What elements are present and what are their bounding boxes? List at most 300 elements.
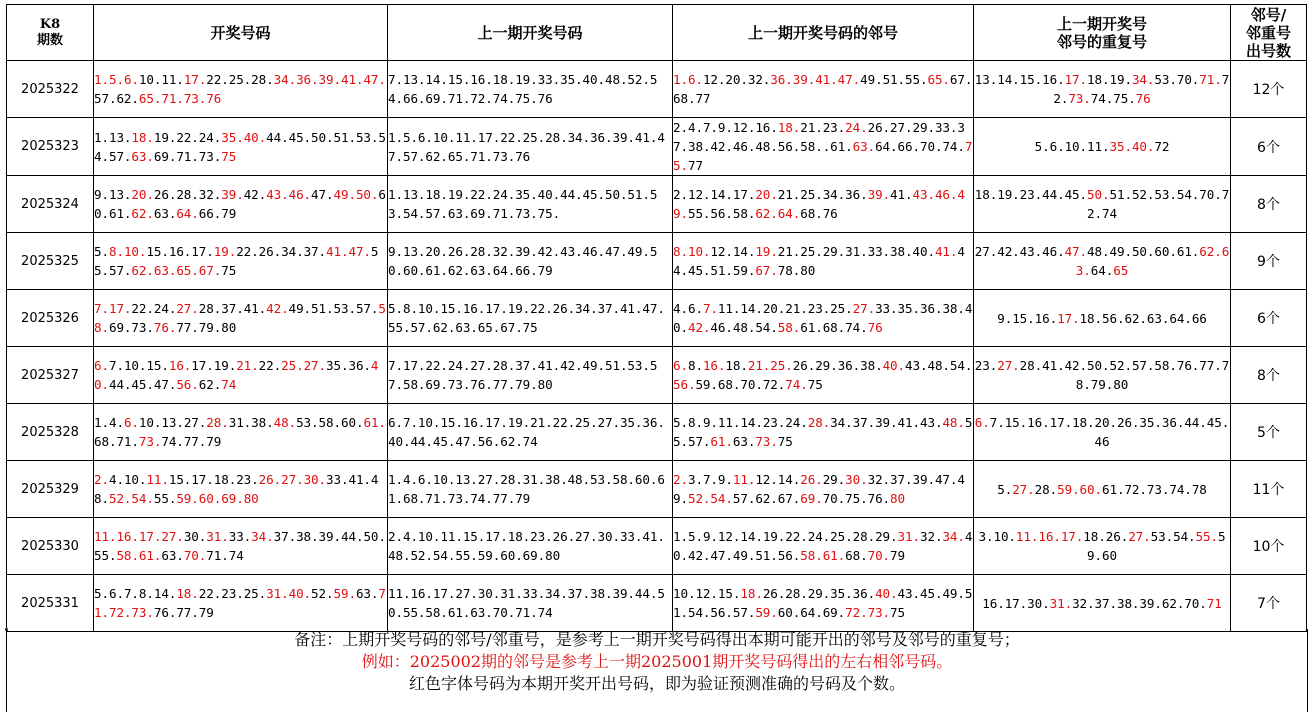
number: 4.: [687, 120, 703, 135]
hit-number: 27.: [303, 358, 327, 373]
hit-number: 59.: [1057, 481, 1080, 497]
table-row: [7, 61, 1307, 118]
previous-numbers: 6.7.10.15.16.17.19.21.22.25.27.35.36.40.44.45.47.56.62.74: [388, 404, 673, 461]
number: 45.: [1206, 415, 1230, 430]
number: 8.: [687, 415, 703, 430]
number: 22.: [198, 586, 222, 601]
repeat-numbers: [974, 118, 1231, 176]
hit-number: 47.: [837, 72, 861, 87]
number: 72.: [1053, 72, 1230, 106]
hit-number: 16.: [1038, 529, 1061, 544]
number: 11.: [717, 301, 741, 316]
hit-number: 59.: [755, 605, 778, 620]
number: 11.: [161, 72, 184, 87]
number: 23.: [236, 472, 259, 487]
number: 19.: [762, 529, 786, 544]
number: 5.: [673, 415, 688, 430]
number: 6.: [108, 586, 124, 601]
hit-number: 49.: [333, 187, 356, 202]
number: 18.: [1083, 529, 1106, 544]
hit-number: 58.: [777, 320, 801, 335]
number: 3.: [978, 529, 994, 544]
number: 69.: [822, 605, 846, 620]
number: 36.: [919, 301, 943, 316]
number: 68.: [673, 91, 696, 106]
number: 71.: [206, 548, 229, 563]
number: 71.: [176, 148, 199, 164]
hit-number: 72.: [845, 605, 868, 620]
number: 16.: [168, 244, 192, 259]
issue-number: 2025329: [7, 461, 94, 518]
number: 57.: [355, 301, 379, 316]
number: 64.: [875, 139, 898, 154]
number: 1.: [94, 415, 109, 430]
hit-number: 7.: [702, 301, 718, 316]
number: 46.: [732, 139, 756, 154]
number: 37.: [1094, 595, 1117, 611]
number: 10.: [123, 472, 147, 487]
number: 28.: [198, 301, 222, 316]
hit-number: 61.: [822, 548, 846, 563]
number: 49.: [288, 301, 312, 316]
number: 56.: [1102, 310, 1125, 326]
number: 75.: [845, 491, 868, 506]
hit-number: 6.: [974, 415, 990, 430]
number: 80: [1113, 377, 1129, 392]
number: 77.: [1199, 358, 1222, 373]
hit-number: 76: [1135, 91, 1151, 106]
number: 57.: [108, 148, 132, 164]
number: 74.: [161, 434, 184, 449]
number: 23.: [1019, 187, 1043, 202]
neighbor-numbers: [673, 404, 974, 461]
number: 77.: [183, 434, 207, 449]
hit-count: 8个: [1231, 176, 1307, 233]
number: 21.: [785, 301, 808, 316]
number: 45.: [919, 586, 943, 601]
hit-number: 41.: [340, 72, 364, 87]
number: 19.: [997, 187, 1020, 202]
number: 17.: [191, 244, 214, 259]
number: 32.: [1072, 595, 1095, 611]
hit-number: 1.: [94, 72, 109, 87]
hit-number: 28.: [206, 415, 229, 430]
hit-number: 52.: [687, 491, 711, 506]
number: 14.: [740, 301, 763, 316]
number: 37.: [303, 244, 327, 259]
number: 23.: [822, 120, 846, 135]
number: 57.: [94, 91, 117, 106]
hit-count: 6个: [1231, 290, 1307, 347]
note-line-2: 例如：2025002期的邻号是参考上一期2025001期开奖号码得出的左右相邻号码。: [361, 652, 953, 671]
hit-number: 6.: [687, 72, 703, 87]
number: 78.: [777, 263, 801, 278]
neighbor-numbers: [673, 518, 974, 575]
number: 59.: [1087, 529, 1226, 563]
number: 68.: [717, 377, 741, 392]
number: 54.: [94, 129, 386, 164]
number: 48.: [1087, 244, 1110, 259]
number: 70.: [740, 377, 763, 392]
number: 10.: [1064, 139, 1088, 154]
number: 48.: [732, 320, 756, 335]
number: 55.: [94, 244, 379, 278]
notes-section: [6, 629, 1308, 712]
table-row: [7, 176, 1307, 233]
number: 60: [1102, 548, 1117, 563]
previous-numbers: 7.13.14.15.16.18.19.33.35.40.48.52.54.66.69.71.72.74.75.76: [388, 61, 673, 118]
header-neighbors: 上一期开奖号码的邻号: [673, 5, 974, 61]
hit-number: 73.: [1068, 91, 1091, 106]
number: 36.: [1161, 415, 1185, 430]
number: 35.: [1139, 415, 1162, 430]
number: 26.: [153, 187, 177, 202]
hit-number: 31.: [206, 529, 229, 544]
hit-number: 62.: [755, 206, 778, 221]
number: 42.: [1064, 358, 1088, 373]
number: 43.: [905, 358, 928, 373]
number: 75.: [1113, 91, 1136, 106]
number: 26.: [762, 586, 786, 601]
hit-number: 74.: [785, 377, 808, 392]
number: 59.: [732, 263, 756, 278]
number: 76: [822, 206, 838, 221]
number: 23.: [762, 415, 786, 430]
hit-number: 8.: [108, 244, 124, 259]
hit-number: 73.: [131, 605, 154, 620]
header-issue: [7, 5, 94, 61]
number: 80: [800, 263, 816, 278]
hit-number: 71.: [161, 91, 184, 106]
number: 68.: [94, 434, 117, 449]
number: 54.: [1176, 187, 1200, 202]
hit-number: 16.: [168, 358, 192, 373]
number: 44.: [1184, 415, 1207, 430]
number: 46.: [1042, 244, 1065, 259]
number: 41.: [890, 187, 913, 202]
number: 13.: [108, 129, 132, 145]
current-numbers: [94, 61, 388, 118]
number: 7.: [989, 415, 1005, 430]
hit-number: 26.: [258, 472, 282, 487]
number: 54.: [755, 320, 778, 335]
hit-number: 6.: [94, 358, 109, 373]
number: 44.: [673, 244, 965, 278]
hit-count: 12个: [1231, 61, 1307, 118]
table-body: [7, 61, 1307, 632]
number: 42.: [710, 139, 733, 154]
number: 36.: [348, 358, 371, 373]
number: 59.: [695, 377, 718, 392]
number: 62.: [755, 491, 778, 506]
number: 7.: [108, 358, 124, 373]
number: 50.: [1131, 244, 1155, 259]
hit-number: 10.: [123, 244, 147, 259]
number: 51.: [710, 263, 733, 278]
hit-number: 46.: [288, 187, 312, 202]
hit-count: 11个: [1231, 461, 1307, 518]
issue-number: 2025324: [7, 176, 94, 233]
hit-number: 70.: [183, 548, 207, 563]
hit-number: 46.: [934, 187, 958, 202]
hit-number: 31.: [897, 529, 920, 544]
hit-count: 5个: [1231, 404, 1307, 461]
number: 2.: [673, 120, 688, 135]
number: 47.: [710, 548, 733, 563]
number: 19.: [1109, 72, 1132, 87]
hit-number: 39.: [318, 72, 341, 87]
number: 9.: [94, 187, 109, 202]
issue-number: 2025326: [7, 290, 94, 347]
number: 53.: [1150, 529, 1174, 544]
number: 5.: [94, 586, 109, 601]
hit-number: 35.: [1109, 139, 1132, 154]
number: 31.: [845, 244, 868, 259]
hit-number: 17.: [108, 301, 132, 316]
number: 43.: [1019, 244, 1043, 259]
number: 73.: [131, 320, 154, 335]
hit-number: 40.: [882, 358, 906, 373]
hit-number: 52.: [108, 491, 132, 506]
number: 51.: [673, 586, 973, 620]
hit-number: 18.: [777, 120, 801, 135]
number: 4.: [108, 472, 124, 487]
number: 24.: [153, 301, 177, 316]
number: 74.: [1169, 481, 1192, 497]
hit-number: 18.: [131, 129, 154, 145]
header-previous: 上一期开奖号码: [388, 5, 673, 61]
number: 16.: [1042, 72, 1065, 87]
number: 28.: [785, 586, 808, 601]
hit-number: 64.: [777, 206, 801, 221]
number: 53.: [355, 129, 379, 145]
hit-number: 48.: [942, 415, 965, 430]
number: 79: [198, 605, 214, 620]
number: 76.: [867, 491, 891, 506]
number: 26.: [867, 120, 891, 135]
hit-number: 30.: [303, 472, 327, 487]
previous-numbers: 2.4.10.11.15.17.18.23.26.27.30.33.41.48.52.54.55.59.60.69.80: [388, 518, 673, 575]
number: 54.: [949, 358, 973, 373]
number: 12.: [695, 586, 718, 601]
table-row: [7, 461, 1307, 518]
issue-number: 2025325: [7, 233, 94, 290]
number: 6.: [1049, 139, 1065, 154]
hit-number: 41.: [326, 244, 349, 259]
number: 18.: [213, 472, 237, 487]
hit-number: 39.: [221, 187, 244, 202]
repeat-numbers: [974, 290, 1231, 347]
hit-number: 60.: [1079, 481, 1102, 497]
header-issue-text: K8 期数: [36, 16, 63, 48]
number: 18.: [1079, 310, 1102, 326]
number: 14.: [740, 529, 763, 544]
hit-number: 64.: [176, 206, 199, 221]
hit-count: 10个: [1231, 518, 1307, 575]
number: 15.: [1012, 310, 1035, 326]
number: 47.: [153, 377, 177, 392]
number: 75: [807, 377, 823, 392]
hit-number: 39.: [792, 72, 816, 87]
hit-number: 58.: [800, 548, 823, 563]
number: 66: [1191, 310, 1207, 326]
number: 5.: [997, 481, 1013, 497]
hit-number: 73.: [183, 91, 207, 106]
number: 61.: [830, 139, 853, 154]
number: 25.: [830, 301, 853, 316]
hit-number: 80: [243, 491, 259, 506]
number: 15.: [146, 358, 169, 373]
hit-number: 47.: [363, 72, 386, 87]
number: 74: [1102, 206, 1117, 221]
table-row: [7, 575, 1307, 632]
number: 64.: [1169, 310, 1192, 326]
hit-number: 58.: [116, 548, 139, 563]
hit-number: 17.: [1060, 529, 1084, 544]
number: 63.: [153, 206, 177, 221]
number: 15.: [146, 244, 169, 259]
number: 80: [221, 320, 237, 335]
hit-number: 11.: [1015, 529, 1039, 544]
number: 58.: [732, 206, 756, 221]
number: 34.: [822, 187, 846, 202]
hit-number: 55.: [1195, 529, 1218, 544]
hit-number: 76: [206, 91, 222, 106]
number: 10.: [123, 358, 147, 373]
number: 57.: [732, 605, 756, 620]
previous-numbers: 7.17.22.24.27.28.37.41.42.49.51.53.57.58.69.73.76.77.79.80: [388, 347, 673, 404]
number: 13.: [974, 72, 998, 87]
number: 20.: [762, 301, 786, 316]
number: 7.: [702, 120, 718, 135]
previous-numbers: 9.13.20.26.28.32.39.42.43.46.47.49.50.60.61.62.63.64.66.79: [388, 233, 673, 290]
hit-number: 56.: [673, 377, 696, 392]
hit-number: 74: [221, 377, 237, 392]
hit-number: 6.: [673, 358, 688, 373]
hit-number: 67.: [198, 263, 222, 278]
number: 8.: [138, 586, 154, 601]
number: 70.: [1184, 595, 1207, 611]
previous-numbers: 1.4.6.10.13.27.28.31.38.48.53.58.60.61.68.71.73.74.77.79: [388, 461, 673, 518]
number: 29.: [822, 472, 846, 487]
number: 74: [228, 548, 244, 563]
number: 19.: [153, 129, 177, 145]
number: 29.: [822, 244, 846, 259]
number: 13.: [161, 415, 184, 430]
number: 53.: [296, 415, 319, 430]
current-numbers: [94, 176, 388, 233]
number: 55.: [673, 415, 973, 449]
number: 25.: [800, 187, 823, 202]
header-count: [1231, 5, 1307, 61]
previous-numbers: 1.13.18.19.22.24.35.40.44.45.50.51.53.54.57.63.69.71.73.75.: [388, 176, 673, 233]
number: 14.: [740, 415, 763, 430]
hit-number: 27.: [852, 301, 876, 316]
hit-number: 56.: [176, 377, 199, 392]
hit-number: 62.: [1199, 244, 1222, 259]
number: 12.: [687, 187, 711, 202]
table-row: [7, 518, 1307, 575]
hit-number: 41.: [934, 244, 958, 259]
hit-number: 65.: [138, 91, 162, 106]
hit-number: 25.: [281, 358, 304, 373]
previous-numbers: 5.8.10.15.16.17.19.22.26.34.37.41.47.55.57.62.63.65.67.75: [388, 290, 673, 347]
number: 49.: [860, 72, 883, 87]
number: 16.: [982, 595, 1005, 611]
repeat-numbers: [974, 347, 1231, 404]
number: 37.: [673, 120, 965, 154]
number: 62.: [1124, 310, 1147, 326]
hit-number: 34.: [251, 529, 274, 544]
number: 7.: [123, 586, 139, 601]
hit-count: 8个: [1231, 347, 1307, 404]
repeat-numbers: [974, 176, 1231, 233]
number: 77: [687, 158, 703, 173]
issue-number: 2025323: [7, 118, 94, 176]
number: 53.: [1154, 187, 1177, 202]
number: 46: [1094, 434, 1110, 449]
number: 70.: [1176, 72, 1200, 87]
hit-number: 69.: [800, 491, 823, 506]
number: 22.: [206, 72, 229, 87]
hit-number: 71.: [1199, 72, 1222, 87]
draw-table-container: [6, 4, 1307, 632]
hit-count: 9个: [1231, 233, 1307, 290]
number: 79: [890, 548, 906, 563]
number: 32.: [198, 187, 222, 202]
number: 51.: [333, 129, 356, 145]
number: 63.: [161, 548, 184, 563]
number: 43.: [897, 586, 920, 601]
hit-number: 40.: [94, 358, 379, 392]
number: 51.: [755, 548, 778, 563]
hit-number: 30.: [845, 472, 868, 487]
hit-number: 27.: [176, 301, 199, 316]
number: 12.: [732, 120, 756, 135]
hit-number: 70.: [867, 548, 891, 563]
number: 29.: [875, 529, 898, 544]
number: 25.: [800, 244, 823, 259]
number: 44.: [108, 377, 132, 392]
repeat-numbers: [974, 233, 1231, 290]
number: 67.: [949, 72, 973, 87]
neighbor-numbers: [673, 575, 974, 632]
repeat-numbers: [974, 404, 1231, 461]
number: 17.: [1049, 415, 1073, 430]
number: 14.: [997, 72, 1020, 87]
number: 24.: [785, 415, 808, 430]
number: 50.: [363, 529, 386, 544]
number: 25.: [830, 529, 853, 544]
number: 26.: [258, 244, 282, 259]
number: 38.: [251, 415, 274, 430]
hit-number: 59.: [333, 586, 356, 601]
hit-number: 34.: [1131, 72, 1155, 87]
number: 57.: [1131, 358, 1155, 373]
hit-number: 21.: [236, 358, 259, 373]
number: 10.: [138, 415, 162, 430]
number: 33.: [228, 529, 252, 544]
number: 70.: [919, 139, 943, 154]
number: 35.: [830, 586, 853, 601]
hit-number: 16.: [116, 529, 139, 544]
hit-number: 19.: [755, 244, 778, 259]
number: 19.: [213, 358, 237, 373]
number: 16.: [1034, 310, 1058, 326]
hit-number: 63.: [852, 139, 876, 154]
number: 75: [777, 434, 793, 449]
current-numbers: [94, 404, 388, 461]
